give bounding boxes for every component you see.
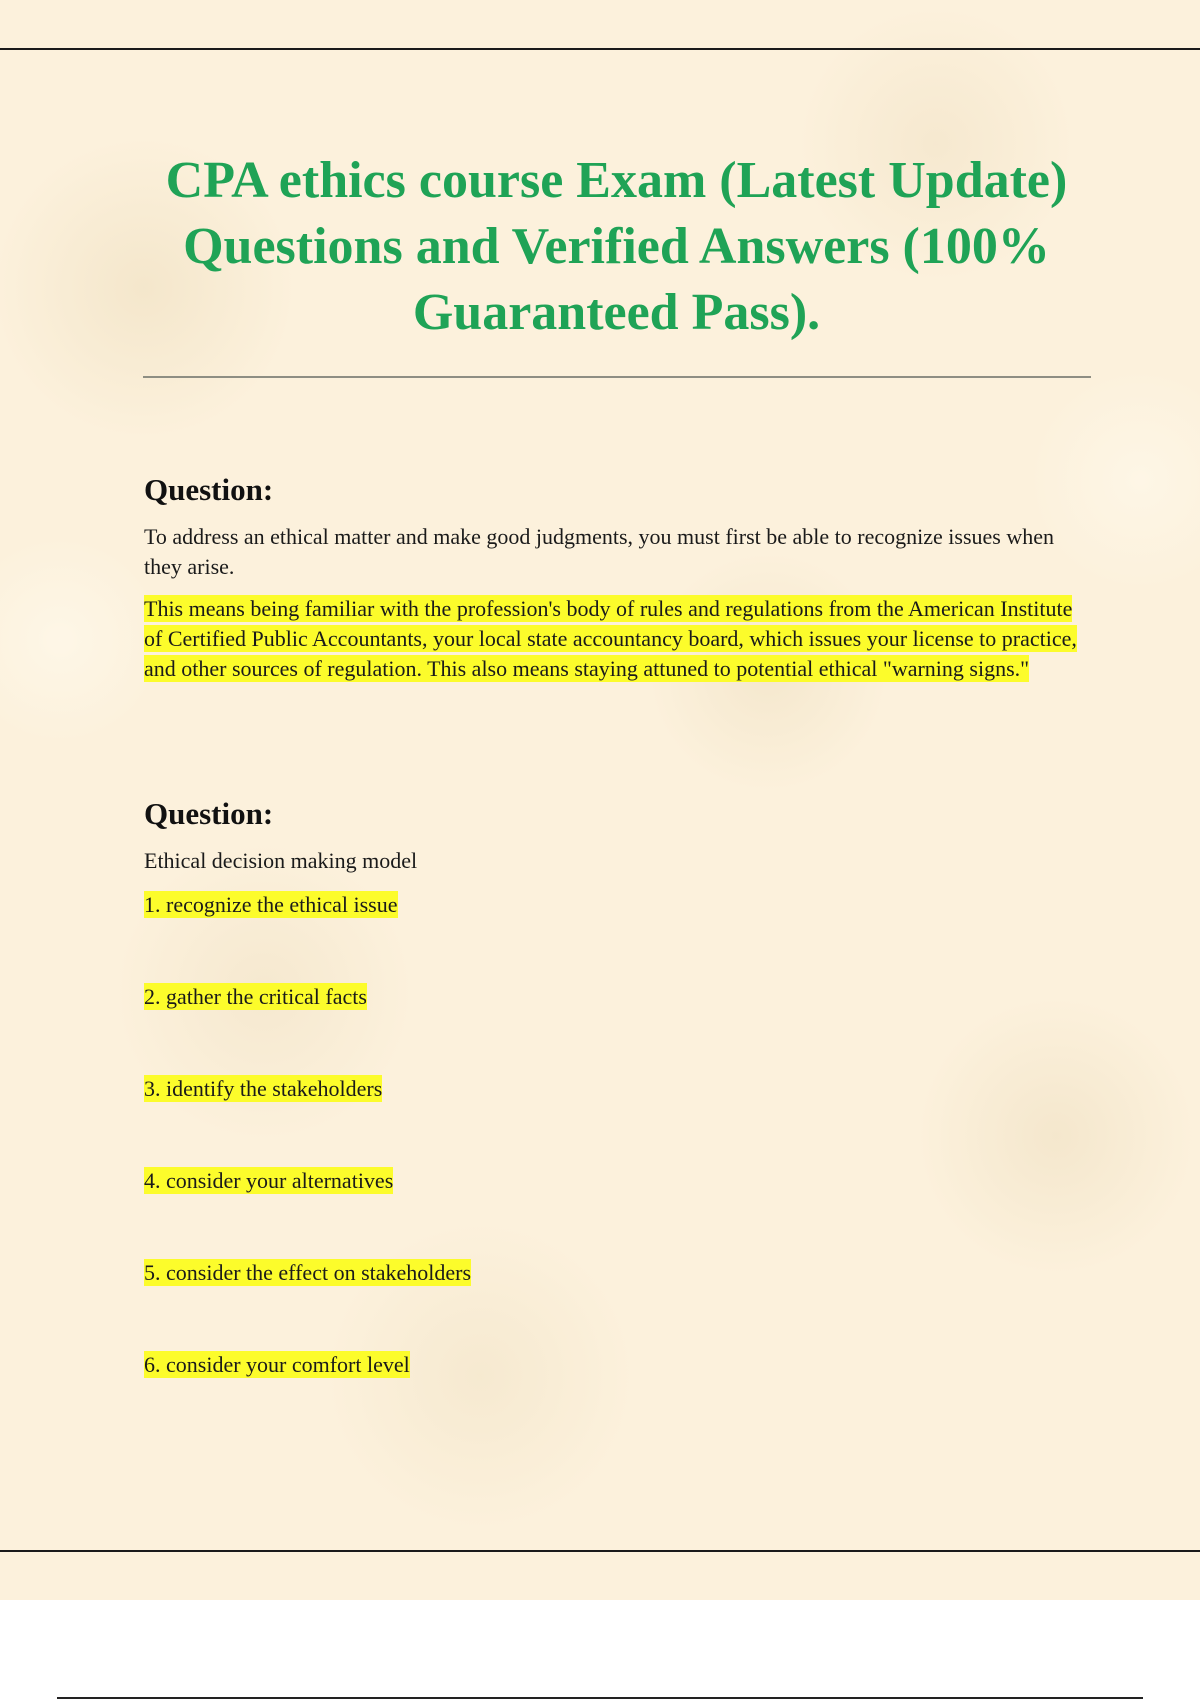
question-block-2 bbox=[144, 794, 1094, 1380]
answer-text bbox=[144, 594, 1094, 684]
step-text: 4. consider your alternatives bbox=[144, 1168, 394, 1193]
list-item bbox=[144, 1166, 1094, 1196]
top-divider bbox=[0, 48, 1200, 50]
title-divider bbox=[143, 376, 1091, 378]
question-heading: Question: bbox=[144, 796, 274, 831]
bottom-divider bbox=[0, 1550, 1200, 1552]
list-item bbox=[144, 1074, 1094, 1104]
list-item bbox=[144, 982, 1094, 1012]
list-item bbox=[144, 1350, 1094, 1380]
document-title: CPA ethics course Exam (Latest Update) Questions and Verified Answers (100% Guaranteed Pass). bbox=[165, 152, 1068, 341]
question-text: Ethical decision making model bbox=[144, 848, 418, 873]
step-text: 6. consider your comfort level bbox=[144, 1352, 410, 1377]
list-item bbox=[144, 890, 1094, 920]
answer-steps bbox=[144, 890, 1094, 1380]
steps-list bbox=[144, 890, 1094, 1380]
footer-divider bbox=[57, 1697, 1143, 1699]
question-text: To address an ethical matter and make good judgments, you must first be able to recognize issues when they arise. bbox=[144, 524, 1054, 579]
question-heading: Question: bbox=[144, 472, 274, 507]
step-text: 5. consider the effect on stakeholders bbox=[144, 1260, 472, 1285]
question-block-1 bbox=[144, 470, 1094, 684]
step-text: 3. identify the stakeholders bbox=[144, 1076, 383, 1101]
step-text: 1. recognize the ethical issue bbox=[144, 892, 398, 917]
answer-highlight: This means being familiar with the profession's body of rules and regulations from the American Institute of Certified Public Accountants, your local state accountancy board, which issues your license to practice, and other sources of regulation. This also means staying attuned to potential ethical "warning signs." bbox=[144, 596, 1077, 681]
content-area bbox=[144, 470, 1094, 1380]
list-item bbox=[144, 1258, 1094, 1288]
step-text: 2. gather the critical facts bbox=[144, 984, 367, 1009]
